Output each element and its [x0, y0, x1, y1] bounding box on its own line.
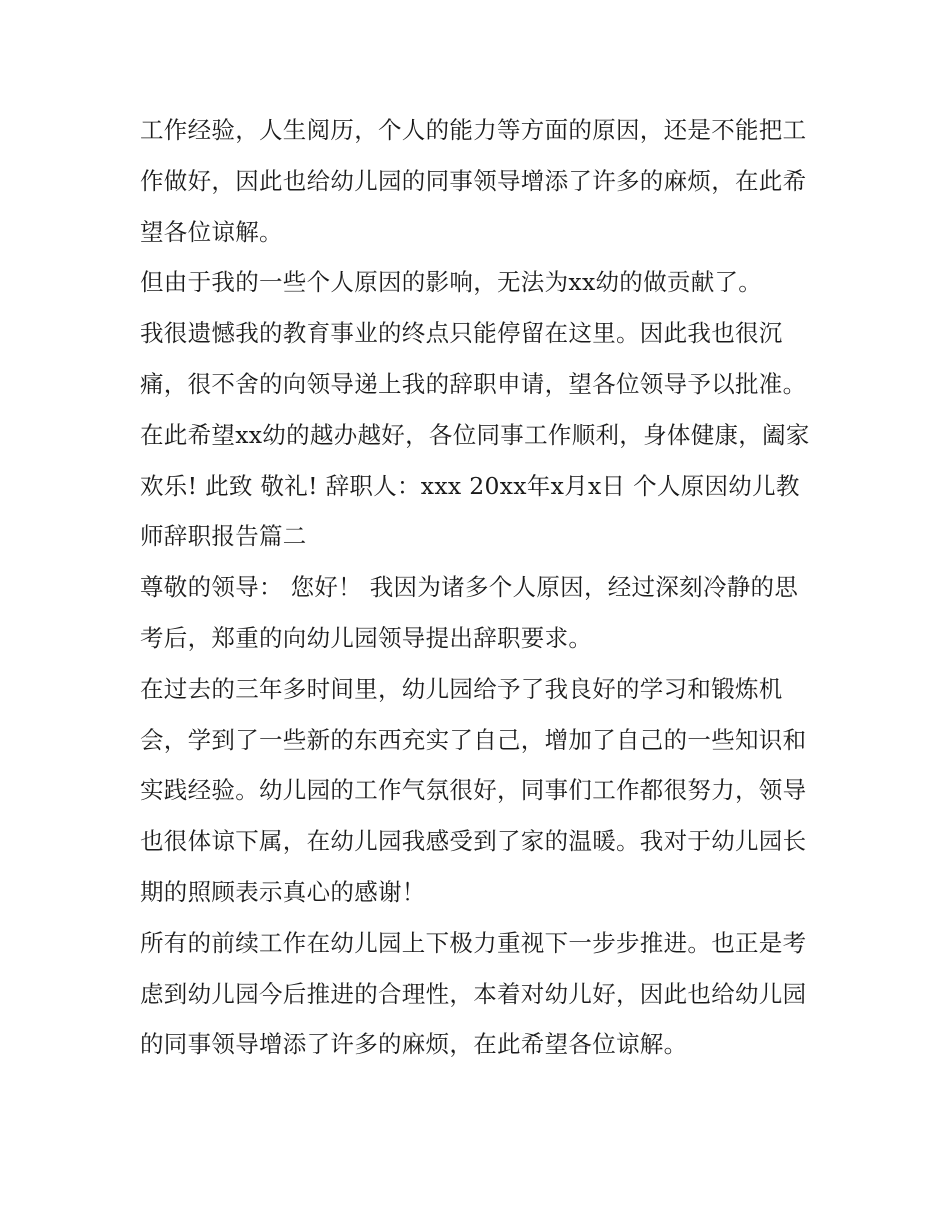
paragraph-6: 在过去的三年多时间里，幼儿园给予了我良好的学习和锻炼机会，学到了一些新的东西充实了自己，增加了自己的一些知识和实践经验。幼儿园的工作气氛很好，同事们工作都很努力，领导也很体谅下属，在幼儿园我感受到了家的温暖。我对于幼儿园长期的照顾表示真心的感谢！ — [140, 674, 807, 906]
paragraph-5: 尊敬的领导： 您好！ 我因为诸多个人原因，经过深刻冷静的思考后，郑重的向幼儿园领导提出辞职要求。 — [140, 573, 799, 652]
paragraph-1: 工作经验，人生阅历，个人的能力等方面的原因，还是不能把工作做好，因此也给幼儿园的同事领导增添了许多的麻烦，在此希望各位谅解。 — [140, 116, 807, 246]
paragraph-3: 我很遗憾我的教育事业的终点只能停留在这里。因此我也很沉痛，很不舍的向领导递上我的辞职申请，望各位领导予以批准。 — [140, 319, 807, 398]
document-body — [140, 105, 820, 1070]
paragraph-7: 所有的前续工作在幼儿园上下极力重视下一步步推进。也正是考虑到幼儿园今后推进的合理性，本着对幼儿好，因此也给幼儿园的同事领导增添了许多的麻烦，在此希望各位谅解。 — [140, 928, 807, 1059]
paragraph-4: 在此希望xx幼的越办越好，各位同事工作顺利，身体健康，阖家欢乐! 此致 敬礼! 辞职人：xxx 20xx年x月x日 个人原因幼儿教师辞职报告篇二 — [140, 420, 810, 551]
paragraph-2: 但由于我的一些个人原因的影响，无法为xx幼的做贡献了。 — [140, 268, 763, 297]
